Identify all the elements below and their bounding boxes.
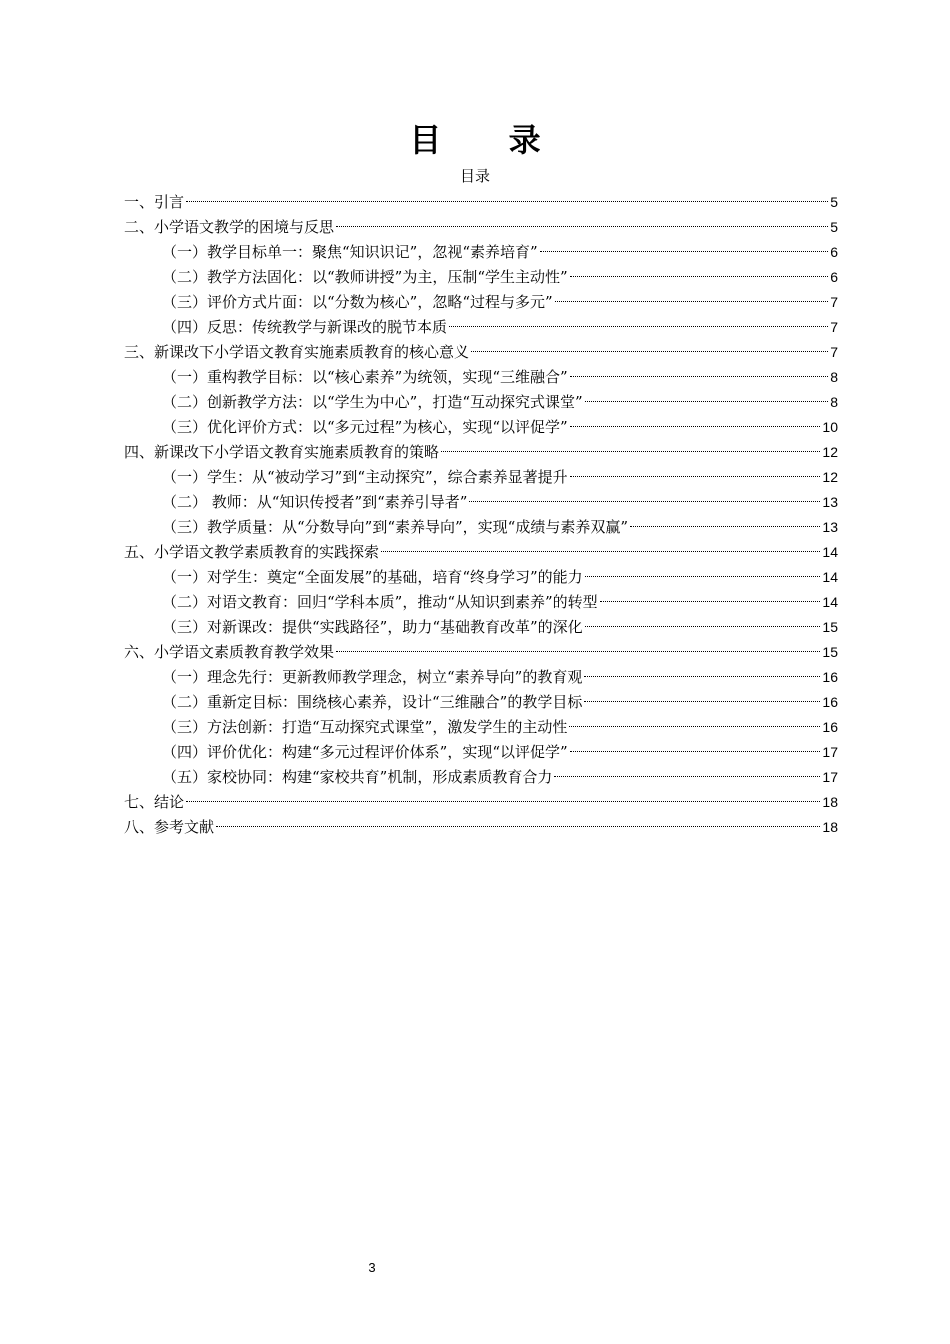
toc-entry[interactable] <box>124 790 838 815</box>
toc-entry-title: （一）重构教学目标：以“核心素养”为统领，实现“三维融合” <box>162 368 568 386</box>
toc-entry-title: （四）评价优化：构建“多元过程评价体系”，实现“以评促学” <box>162 743 568 761</box>
table-of-contents <box>124 190 838 840</box>
toc-entry[interactable] <box>124 665 838 690</box>
toc-entry-page: 12 <box>822 469 838 485</box>
toc-entry-page: 16 <box>822 694 838 710</box>
toc-entry-title: （二）创新教学方法：以“学生为中心”，打造“互动探究式课堂” <box>162 393 583 411</box>
toc-entry-title: （一）对学生：奠定“全面发展”的基础，培育“终身学习”的能力 <box>162 568 583 586</box>
toc-entry[interactable] <box>124 490 838 515</box>
toc-dot-leader <box>216 826 820 827</box>
toc-entry-page: 13 <box>822 494 838 510</box>
toc-entry[interactable] <box>124 340 838 365</box>
toc-dot-leader <box>569 726 820 727</box>
toc-entry[interactable] <box>124 465 838 490</box>
toc-entry-title: 四、新课改下小学语文教育实施素质教育的策略 <box>124 443 440 461</box>
page-number: 3 <box>368 1260 376 1275</box>
toc-entry-title: 六、小学语文素质教育教学效果 <box>124 643 335 661</box>
toc-entry-title: 五、小学语文教学素质教育的实践探索 <box>124 543 380 561</box>
toc-entry-page: 14 <box>822 544 838 560</box>
toc-entry-title: （三）评价方式片面：以“分数为核心”，忽略“过程与多元” <box>162 293 553 311</box>
toc-entry-title: （四）反思：传统教学与新课改的脱节本质 <box>162 318 448 336</box>
toc-entry-page: 12 <box>822 444 838 460</box>
toc-entry-title: （二）教学方法固化：以“教师讲授”为主，压制“学生主动性” <box>162 268 568 286</box>
toc-dot-leader <box>630 526 820 527</box>
toc-entry[interactable] <box>124 415 838 440</box>
toc-entry-page: 17 <box>822 769 838 785</box>
toc-entry-page: 14 <box>822 594 838 610</box>
toc-dot-leader <box>585 401 829 402</box>
toc-entry-title: （二）重新定目标：围绕核心素养，设计“三维融合”的教学目标 <box>162 693 583 711</box>
toc-dot-leader <box>570 751 821 752</box>
toc-entry[interactable] <box>124 740 838 765</box>
toc-dot-leader <box>555 301 829 302</box>
toc-entry-title: （三）优化评价方式：以“多元过程”为核心，实现“以评促学” <box>162 418 568 436</box>
toc-entry[interactable] <box>124 815 838 840</box>
toc-entry[interactable] <box>124 390 838 415</box>
toc-entry[interactable] <box>124 640 838 665</box>
toc-dot-leader <box>554 776 820 777</box>
toc-heading: 目录 <box>459 167 490 185</box>
toc-dot-leader <box>570 376 829 377</box>
toc-entry-title: （二） 教师：从“知识传授者”到“素养引导者” <box>162 493 468 511</box>
toc-entry-title: 七、结论 <box>124 793 185 811</box>
toc-entry-page: 6 <box>830 244 838 260</box>
toc-entry[interactable] <box>124 540 838 565</box>
toc-entry-page: 8 <box>830 394 838 410</box>
page-title: 目 录 <box>409 121 569 159</box>
toc-entry-page: 18 <box>822 794 838 810</box>
toc-entry[interactable] <box>124 515 838 540</box>
toc-dot-leader <box>336 651 820 652</box>
toc-dot-leader <box>469 501 820 502</box>
toc-dot-leader <box>186 201 828 202</box>
toc-entry[interactable] <box>124 765 838 790</box>
toc-entry-page: 5 <box>830 194 838 210</box>
toc-entry[interactable] <box>124 290 838 315</box>
toc-entry-title: 二、小学语文教学的困境与反思 <box>124 218 335 236</box>
toc-dot-leader <box>584 676 820 677</box>
toc-dot-leader <box>336 226 828 227</box>
toc-entry-title: （五）家校协同：构建“家校共育”机制，形成素质教育合力 <box>162 768 553 786</box>
toc-dot-leader <box>584 701 820 702</box>
toc-entry-page: 13 <box>822 519 838 535</box>
toc-entry[interactable] <box>124 365 838 390</box>
toc-entry-title: （二）对语文教育：回归“学科本质”，推动“从知识到素养”的转型 <box>162 593 598 611</box>
toc-entry-title: 八、参考文献 <box>124 818 215 836</box>
toc-entry-page: 5 <box>830 219 838 235</box>
toc-entry[interactable] <box>124 315 838 340</box>
toc-dot-leader <box>441 451 820 452</box>
toc-entry-page: 7 <box>830 294 838 310</box>
toc-entry-page: 8 <box>830 369 838 385</box>
toc-dot-leader <box>540 251 829 252</box>
toc-entry-title: （一）教学目标单一：聚焦“知识识记”，忽视“素养培育” <box>162 243 538 261</box>
toc-entry-page: 14 <box>822 569 838 585</box>
toc-dot-leader <box>585 576 821 577</box>
toc-entry[interactable] <box>124 265 838 290</box>
toc-dot-leader <box>186 801 820 802</box>
toc-entry[interactable] <box>124 240 838 265</box>
toc-entry-title: （三）方法创新：打造“互动探究式课堂”，激发学生的主动性 <box>162 718 568 736</box>
toc-entry[interactable] <box>124 615 838 640</box>
toc-entry-title: （三）教学质量：从“分数导向”到“素养导向”，实现“成绩与素养双赢” <box>162 518 629 536</box>
toc-entry-title: 一、引言 <box>124 193 185 211</box>
toc-dot-leader <box>381 551 820 552</box>
toc-entry[interactable] <box>124 590 838 615</box>
toc-entry-title: （一）理念先行：更新教师教学理念，树立“素养导向”的教育观 <box>162 668 583 686</box>
toc-entry-page: 10 <box>822 419 838 435</box>
toc-entry-title: （一）学生：从“被动学习”到“主动探究”，综合素养显著提升 <box>162 468 568 486</box>
toc-entry[interactable] <box>124 565 838 590</box>
toc-entry-page: 17 <box>822 744 838 760</box>
toc-dot-leader <box>600 601 821 602</box>
toc-entry[interactable] <box>124 215 838 240</box>
toc-entry-title: （三）对新课改：提供“实践路径”，助力“基础教育改革”的深化 <box>162 618 583 636</box>
toc-dot-leader <box>585 626 821 627</box>
toc-entry-page: 7 <box>830 344 838 360</box>
toc-dot-leader <box>449 326 828 327</box>
toc-entry-page: 7 <box>830 319 838 335</box>
toc-entry-page: 6 <box>830 269 838 285</box>
toc-entry-page: 16 <box>822 669 838 685</box>
toc-entry-page: 16 <box>822 719 838 735</box>
toc-entry-page: 18 <box>822 819 838 835</box>
toc-dot-leader <box>570 426 821 427</box>
toc-entry[interactable] <box>124 440 838 465</box>
toc-entry[interactable] <box>124 690 838 715</box>
toc-entry-page: 15 <box>822 619 838 635</box>
toc-entry-title: 三、新课改下小学语文教育实施素质教育的核心意义 <box>124 343 470 361</box>
toc-dot-leader <box>570 276 829 277</box>
toc-entry[interactable] <box>124 715 838 740</box>
toc-entry[interactable] <box>124 190 838 215</box>
toc-dot-leader <box>471 351 828 352</box>
toc-entry-page: 15 <box>822 644 838 660</box>
toc-dot-leader <box>570 476 821 477</box>
